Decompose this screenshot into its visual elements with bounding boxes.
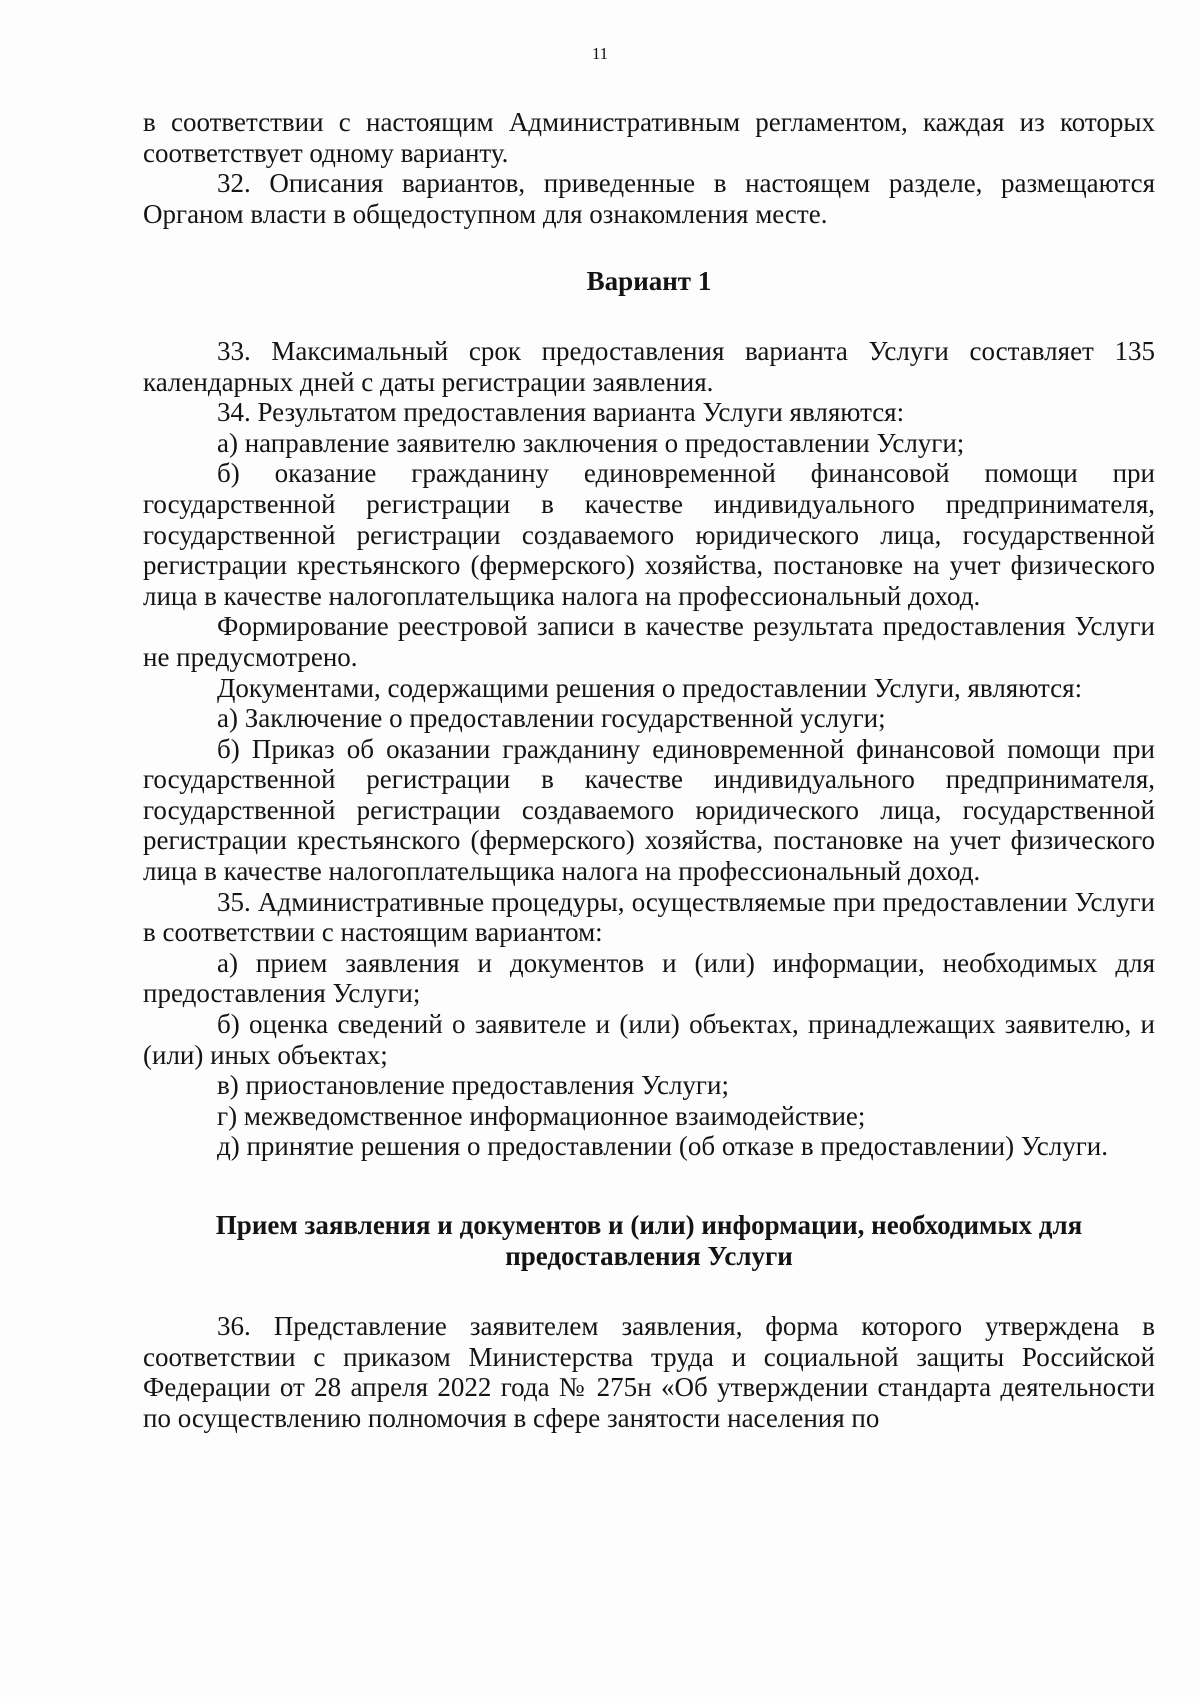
paragraph-35-v: в) приостановление предоставления Услуги; xyxy=(217,1070,729,1101)
paragraph-35: 35. Административные процедуры, осуществляемые при предоставлении Услуги в соответствии с настоящим вариантом: xyxy=(143,886,1155,948)
section-heading: Прием заявления и документов и (или) информации, необходимых для предоставления Услуги xyxy=(215,1210,1083,1271)
paragraph-34: 34. Результатом предоставления варианта Услуги являются: xyxy=(217,397,905,428)
paragraph-33: 33. Максимальный срок предоставления варианта Услуги составляет 135 календарных дней с даты регистрации заявления. xyxy=(143,335,1155,397)
document-body xyxy=(143,107,1155,1434)
paragraph-32: 32. Описания вариантов, приведенные в настоящем разделе, размещаются Органом власти в общедоступном для ознакомления месте. xyxy=(143,168,1155,229)
paragraph-documents-b: б) Приказ об оказании гражданину единовременной финансовой помощи при государственной регистрации в качестве индивидуального предпринимателя, государственной регистрации создаваемого юридического лица, государственной регистрации крестьянского (фермерского) хозяйства, постановке на учет физического лица в качестве налогоплательщика налога на профессиональный доход. xyxy=(143,733,1155,887)
paragraph-34-a: а) направление заявителю заключения о предоставлении Услуги; xyxy=(217,427,965,458)
paragraph-35-a: а) прием заявления и документов и (или) информации, необходимых для предоставления Услуги; xyxy=(143,947,1155,1009)
page-number: 11 xyxy=(591,44,609,63)
paragraph-35-d: д) принятие решения о предоставлении (об отказе в предоставлении) Услуги. xyxy=(217,1131,1108,1162)
paragraph-36: 36. Представление заявителем заявления, форма которого утверждена в соответствии с приказом Министерства труда и социальной защиты Российской Федерации от 28 апреля 2022 года № 275н «Об утверждении стандарта деятельности по осуществлению полномочия в сфере занятости населения по xyxy=(143,1311,1155,1433)
paragraph-34-b: б) оказание гражданину единовременной финансовой помощи при государственной регистрации в качестве индивидуального предпринимателя, государственной регистрации создаваемого юридического лица, государственной регистрации крестьянского (фермерского) хозяйства, постановке на учет физического лица в качестве налогоплательщика налога на профессиональный доход. xyxy=(143,458,1155,611)
paragraph-decision-documents: Документами, содержащими решения о предоставлении Услуги, являются: xyxy=(217,672,1083,703)
variant-heading: Вариант 1 xyxy=(586,266,712,297)
paragraph-35-g: г) межведомственное информационное взаимодействие; xyxy=(217,1100,866,1131)
paragraph-registry-record: Формирование реестровой записи в качестве результата предоставления Услуги не предусмотрено. xyxy=(143,611,1155,672)
paragraph-continuation: в соответствии с настоящим Административным регламентом, каждая из которых соответствует одному варианту. xyxy=(143,107,1155,168)
paragraph-35-b: б) оценка сведений о заявителе и (или) объектах, принадлежащих заявителю, и (или) иных объектах; xyxy=(143,1009,1155,1070)
paragraph-documents-a: а) Заключение о предоставлении государственной услуги; xyxy=(217,703,886,734)
